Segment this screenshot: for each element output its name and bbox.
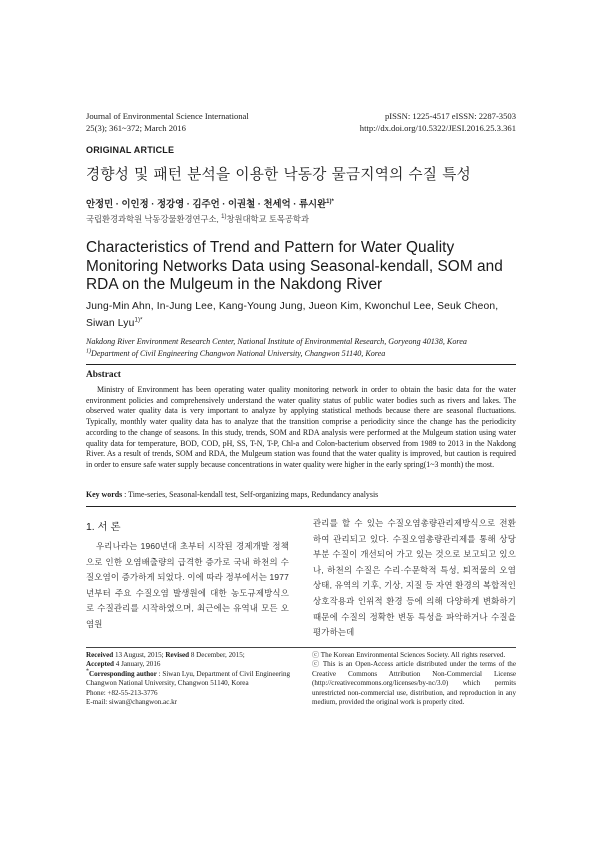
affiliation-english-2-text: Department of Civil Engineering Changwon National University, Changwon 51140, Korea [91, 348, 386, 358]
corresponding-author [86, 670, 291, 689]
affiliation-korean-sup: 1) [221, 214, 227, 221]
section-heading-introduction: 1. 서 론 [86, 522, 121, 533]
keywords [86, 490, 516, 501]
title-english: Characteristics of Trend and Pattern for Water Quality Monitoring Networks Data using Seasonal-kendall, SOM and RDA on the Mulgeum in the Nakdong River [86, 239, 503, 294]
footer-rule [86, 647, 516, 648]
phone: Phone: +82-55-213-3776 [86, 688, 158, 697]
affiliation-korean-second: 창원대학교 토목공학과 [226, 214, 309, 224]
running-header-right [300, 111, 516, 134]
authors-korean [86, 196, 334, 210]
copyright: ⓒ The Korean Environmental Sciences Society. All rights reserved. [312, 651, 506, 659]
title-korean: 경향성 및 패턴 분석을 이용한 낙동강 물금지역의 수질 특성 [86, 166, 472, 183]
affiliation-korean-main: 국립환경과학원 낙동강물환경연구소, [86, 214, 222, 224]
article-type: ORIGINAL ARTICLE [86, 145, 175, 155]
abstract-heading: Abstract [86, 370, 121, 380]
journal-volume: 25(3); 361~372; March 2016 [86, 122, 186, 133]
license: ⓒ This is an Open-Access article distributed under the terms of the Creative Commons Attribution Non-Commercial License (http://creativecommons.org/licenses/by-nc/3.0) which permits unrestricted non-commercial use, distribution, and reproduction in any medium, provided the original work is properly cited. [312, 660, 516, 707]
accepted-date: 4 January, 2016 [113, 660, 161, 669]
intro-column-2: 관리를 할 수 있는 수질오염총량관리제방식으로 전환하여 관리되고 있다. 수질오염총량관리제를 통해 상당부분 수질이 개선되어 가고 있는 것으로 보고되고 있으나, 하천의 수질은 수리·수문학적 특성, 퇴적물의 오염상태, 유역의 기후, 기상, 지질 등 자연 환경의 복합적인 상호작용과 인위적 환경 등에 의해 다양하게 변화하기 때문에 수질의 정확한 변동 특성을 파악하거나 수질을 평가하는데 [313, 518, 516, 638]
intro-column-1: 우리나라는 1960년대 초부터 시작된 경제개발 정책으로 인한 오염배출량의 급격한 증가로 국내 하천의 수질오염이 증가하게 되었다. 이에 따라 정부에서는 1977년부터 주요 수질오염 발생원에 대한 농도규제방식으로 수질관리를 시작하였으며, 최근에는 유역내 모든 오염원 [86, 541, 289, 629]
footer-right [312, 651, 516, 707]
affiliation-english-2-sup: 1) [86, 347, 91, 354]
authors-korean-names: 안정민 · 이인정 · 정강영 · 김주언 · 이권철 · 천세억 · 류시완 [86, 198, 327, 209]
received-date: 13 August, 2015; [113, 651, 166, 659]
keywords-bottom-rule [86, 506, 516, 507]
abstract-top-rule [86, 364, 516, 365]
keywords-label: Key words [86, 490, 123, 499]
keywords-text: : Time-series, Seasonal-kendall test, Self-organizing maps, Redundancy analysis [122, 490, 379, 499]
doi-link[interactable]: http://dx.doi.org/10.5322/JESI.2016.25.3.361 [359, 122, 516, 133]
affiliation-english-2 [86, 348, 518, 360]
issn: pISSN: 1225-4517 eISSN: 2287-3503 [384, 111, 516, 121]
received-label: Received [86, 651, 114, 659]
received-revised [86, 651, 291, 660]
affiliation-english-1: Nakdong River Environment Research Center, National Institute of Environmental Research, Goryeong 40138, Korea [86, 337, 467, 346]
corresponding-label: Corresponding author [89, 669, 157, 678]
footer-left [86, 651, 291, 707]
revised-date: 8 December, 2015; [189, 651, 245, 659]
authors-english-sup: 1)* [134, 317, 143, 324]
corresponding-text: : Siwan Lyu, Department of Civil Engineering Changwon National University, Changwon 51140, Korea [86, 669, 291, 688]
accepted [86, 660, 291, 669]
running-header-left [86, 111, 326, 134]
abstract-text: Ministry of Environment has been operating water quality monitoring network in order to obtain the basic data for the water environment policies and comprehensively understand the water quality status of public water bodies such as rivers and lakes. The observed water quality data is very important to analyze by applying statistical methods because there are seasonal fluctuations. Typically, monthly water quality data has to analyze that the transition comprise a periodicity since the change has the periodicity according to the change of seasons. In this study, trends, SOM and RDA analysis were performed at the Mulgeum station using water quality data for temperature, BOD, COD, pH, SS, T-N, T-P, Chl-a and Colon-bacterium observed from 1989 to 2013 in the Nakdong River. As a result of trends, SOM and RDA, the Mulgeum station was found that the water quality is improved, but caution is required in order to ensure safe water supply because concentrations in water quality were higher in the early spring(1~3 month) the most. [86, 385, 516, 469]
revised-label: Revised [165, 651, 190, 659]
journal-name: Journal of Environmental Science International [86, 111, 249, 121]
authors-korean-sup: 1)* [326, 198, 334, 205]
accepted-label: Accepted [86, 660, 114, 669]
authors-english [86, 299, 518, 332]
corresponding-sup: * [86, 668, 89, 675]
affiliation-korean [86, 213, 309, 225]
email[interactable]: E-mail: siwan@changwon.ac.kr [86, 698, 178, 707]
affiliation-english [86, 336, 518, 359]
authors-english-names: Jung-Min Ahn, In-Jung Lee, Kang-Young Jung, Jueon Kim, Kwonchul Lee, Seuk Cheon, Siwan Lyu [86, 301, 499, 329]
